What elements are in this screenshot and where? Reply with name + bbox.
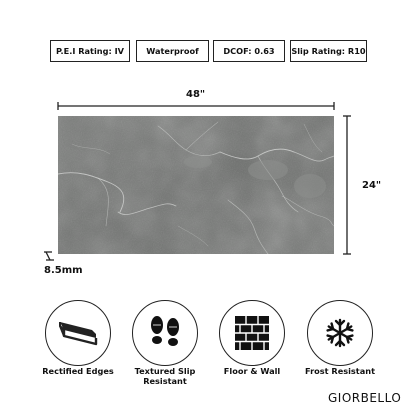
height-label: 24" (362, 180, 382, 191)
feature-label: Rectified Edges (42, 366, 114, 376)
marble-tile-image (58, 116, 334, 254)
footprints-icon (132, 300, 198, 366)
feature-label: Floor & Wall (223, 366, 281, 376)
pei-rating-badge: P.E.I Rating: IV (50, 40, 130, 62)
feature-label: Textured Slip Resistant (134, 366, 196, 386)
feature-floor-and-wall (212, 300, 292, 390)
feature-rectified-edges (38, 300, 118, 390)
feature-frost-resistant (300, 300, 380, 390)
snowflake-icon (307, 300, 373, 366)
slip-rating-badge: Slip Rating: R10 (290, 40, 367, 62)
width-label: 48" (186, 89, 206, 100)
feature-label: Frost Resistant (305, 366, 375, 376)
brand-logo-text: GIORBELLO (328, 391, 402, 405)
brick-wall-icon (219, 300, 285, 366)
dcof-badge: DCOF: 0.63 (213, 40, 285, 62)
rectified-edges-icon (45, 300, 111, 366)
feature-textured-slip-resistant (125, 300, 205, 390)
waterproof-badge: Waterproof (136, 40, 209, 62)
thickness-label: 8.5mm (44, 265, 83, 276)
